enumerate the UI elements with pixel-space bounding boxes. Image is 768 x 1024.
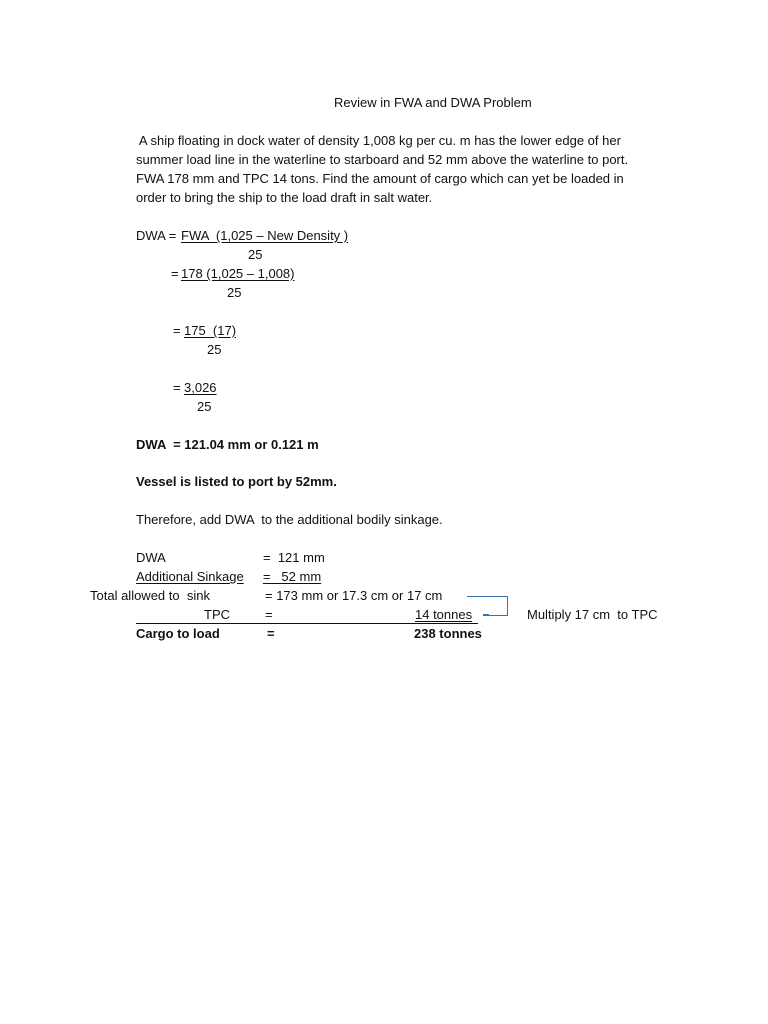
- formula-denominator: 25: [207, 342, 222, 357]
- dwa-result: DWA = 121.04 mm or 0.121 m: [136, 437, 319, 452]
- formula-denominator: 25: [197, 399, 212, 414]
- formula-numerator: 175 (17): [184, 323, 237, 338]
- row-label-total-sink: Total allowed to sink: [90, 588, 210, 603]
- row-eq-cargo: =: [267, 626, 275, 641]
- therefore-statement: Therefore, add DWA to the additional bodily sinkage.: [136, 512, 443, 527]
- formula-denominator: 25: [248, 247, 263, 262]
- row-label-cargo: Cargo to load: [136, 626, 220, 641]
- formula-prefix: =: [173, 380, 185, 395]
- row-value-tpc: 14 tonnes: [415, 607, 473, 622]
- row-label-dwa: DWA: [136, 550, 166, 565]
- problem-line: order to bring the ship to the load draft in salt water.: [136, 190, 433, 205]
- total-underline: [136, 623, 478, 624]
- multiply-bracket: [483, 596, 508, 616]
- formula-prefix: =: [171, 266, 183, 281]
- row-label-tpc: TPC: [204, 607, 230, 622]
- page-title: Review in FWA and DWA Problem: [334, 95, 532, 110]
- listed-statement: Vessel is listed to port by 52mm.: [136, 474, 337, 489]
- row-label-additional-sinkage: Additional Sinkage: [136, 569, 244, 584]
- row-value-additional-sinkage: = 52 mm: [263, 569, 322, 584]
- multiply-note: Multiply 17 cm to TPC: [527, 607, 658, 622]
- formula-numerator: 3,026: [184, 380, 217, 395]
- row-value-dwa: = 121 mm: [263, 550, 325, 565]
- row-value-cargo: 238 tonnes: [414, 626, 482, 641]
- formula-numerator: 178 (1,025 – 1,008): [181, 266, 295, 281]
- formula-denominator: 25: [227, 285, 242, 300]
- formula-numerator: FWA (1,025 – New Density ): [181, 228, 349, 243]
- problem-line: summer load line in the waterline to starboard and 52 mm above the waterline to port.: [136, 152, 629, 167]
- row-value-total-sink: = 173 mm or 17.3 cm or 17 cm: [265, 588, 443, 603]
- row-eq-tpc: =: [265, 607, 273, 622]
- formula-prefix: =: [173, 323, 185, 338]
- problem-line: FWA 178 mm and TPC 14 tons. Find the amount of cargo which can yet be loaded in: [136, 171, 624, 186]
- formula-prefix: DWA =: [136, 228, 180, 243]
- problem-line: A ship floating in dock water of density 1,008 kg per cu. m has the lower edge of her: [136, 133, 621, 148]
